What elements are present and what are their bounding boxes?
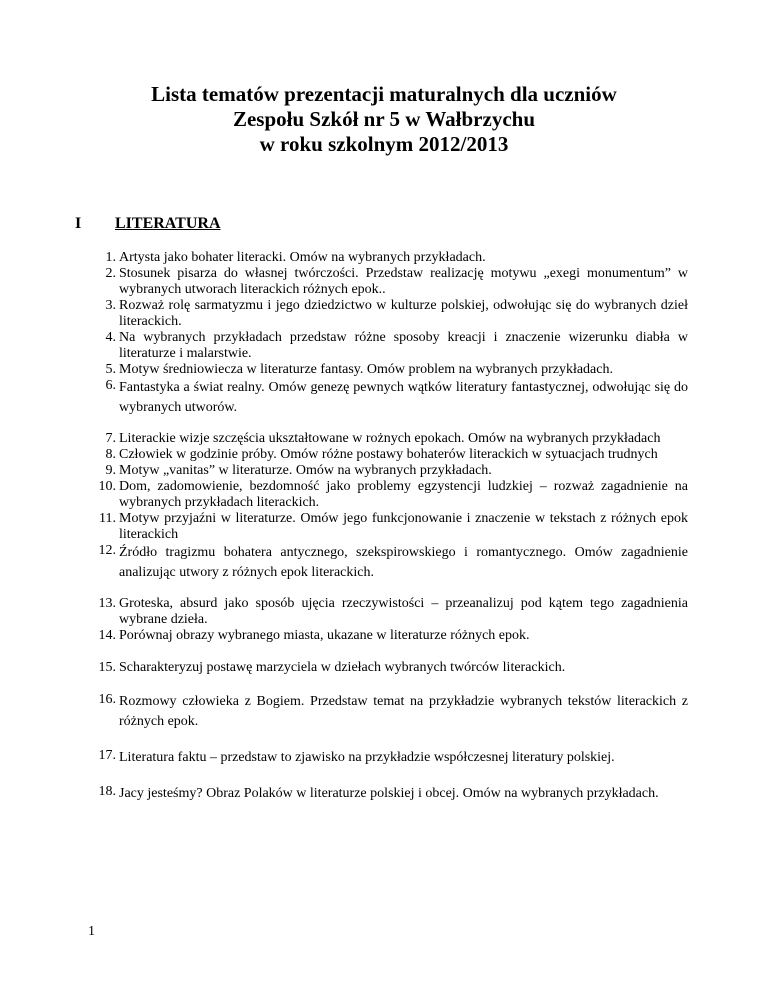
topic-text: Na wybranych przykładach przedstaw różne sposoby kreacji i znaczenie wizerunku diabła w literaturze i malarstwie. <box>119 330 688 361</box>
topic-list <box>90 250 688 804</box>
title-line-2: Zespołu Szkół nr 5 w Wałbrzychu <box>232 107 536 131</box>
topic-item <box>90 463 688 479</box>
section-heading: LITERATURA <box>115 215 221 232</box>
title-line-1: Lista tematów prezentacji maturalnych dla uczniów <box>151 82 617 106</box>
page-number: 1 <box>88 924 95 939</box>
topic-item <box>90 543 688 583</box>
topic-text: Jacy jesteśmy? Obraz Polaków w literaturze polskiej i obcej. Omów na wybranych przykładach. <box>119 786 659 801</box>
topic-number: 5. <box>105 362 116 377</box>
topic-item <box>90 748 688 768</box>
topic-text: Motyw przyjaźni w literaturze. Omów jego funkcjonowanie i znaczenie w tekstach z różnych epok literackich <box>119 511 688 542</box>
topic-number: 14. <box>98 628 116 643</box>
topic-text: Groteska, absurd jako sposób ujęcia rzeczywistości – przeanalizuj pod kątem tego zagadnienia wybrane dzieła. <box>119 596 688 627</box>
topic-item <box>90 692 688 732</box>
title-line-3: w roku szkolnym 2012/2013 <box>259 132 509 156</box>
topic-item <box>90 330 688 362</box>
document-title <box>0 82 768 157</box>
topic-number: 4. <box>105 330 116 345</box>
topic-text: Człowiek w godzinie próby. Omów różne postawy bohaterów literackich w sytuacjach trudnych <box>119 447 658 462</box>
section-numeral: I <box>75 215 82 232</box>
topic-text: Stosunek pisarza do własnej twórczości. Przedstaw realizację motywu „exegi monumentum” w wybranych utworach literackich różnych epok.. <box>119 266 688 297</box>
topic-number: 6. <box>105 378 116 393</box>
topic-number: 7. <box>105 431 116 446</box>
topic-number: 12. <box>98 543 116 558</box>
topic-text: Literackie wizje szczęścia ukształtowane w rożnych epokach. Omów na wybranych przykładach <box>119 431 661 446</box>
topic-number: 16. <box>98 692 116 707</box>
topic-item <box>90 628 688 644</box>
topic-item <box>90 784 688 804</box>
topic-number: 1. <box>105 250 116 265</box>
topic-number: 11. <box>99 511 116 526</box>
topic-text: Rozważ rolę sarmatyzmu i jego dziedzictwo w kulturze polskiej, odwołując się do wybranych dzieł literackich. <box>119 298 688 329</box>
topic-number: 10. <box>98 479 116 494</box>
topic-item <box>90 250 688 266</box>
topic-text: Artysta jako bohater literacki. Omów na wybranych przykładach. <box>119 250 486 265</box>
topic-number: 17. <box>98 748 116 763</box>
topic-number: 18. <box>98 784 116 799</box>
topic-text: Porównaj obrazy wybranego miasta, ukazane w literaturze różnych epok. <box>119 628 530 643</box>
topic-text: Fantastyka a świat realny. Omów genezę pewnych wątków literatury fantastycznej, odwołując się do wybranych utworów. <box>119 380 688 415</box>
topic-item <box>90 378 688 418</box>
topic-item <box>90 362 688 378</box>
topic-number: 8. <box>105 447 116 462</box>
topic-number: 3. <box>105 298 116 313</box>
topic-number: 13. <box>98 596 116 611</box>
topic-item <box>90 511 688 543</box>
topic-text: Dom, zadomowienie, bezdomność jako problemy egzystencji ludzkiej – rozważ zagadnienie na wybranych przykładach literackich. <box>119 479 688 510</box>
topic-item <box>90 431 688 447</box>
topic-text: Scharakteryzuj postawę marzyciela w dziełach wybranych twórców literackich. <box>119 660 566 675</box>
topic-item <box>90 479 688 511</box>
topic-item <box>90 298 688 330</box>
topic-text: Motyw średniowiecza w literaturze fantasy. Omów problem na wybranych przykładach. <box>119 362 613 377</box>
topic-text: Rozmowy człowieka z Bogiem. Przedstaw temat na przykładzie wybranych tekstów literackich z różnych epok. <box>119 694 688 729</box>
topic-number: 9. <box>105 463 116 478</box>
topic-item <box>90 447 688 463</box>
topic-item <box>90 596 688 628</box>
topic-number: 2. <box>105 266 116 281</box>
topic-item <box>90 266 688 298</box>
topic-number: 15. <box>98 660 116 675</box>
topic-text: Motyw „vanitas” w literaturze. Omów na wybranych przykładach. <box>119 463 492 478</box>
topic-text: Literatura faktu – przedstaw to zjawisko na przykładzie współczesnej literatury polskiej. <box>119 750 615 765</box>
topic-item <box>90 660 688 676</box>
topic-text: Źródło tragizmu bohatera antycznego, szekspirowskiego i romantycznego. Omów zagadnienie analizując utwory z różnych epok literackich. <box>119 545 688 580</box>
